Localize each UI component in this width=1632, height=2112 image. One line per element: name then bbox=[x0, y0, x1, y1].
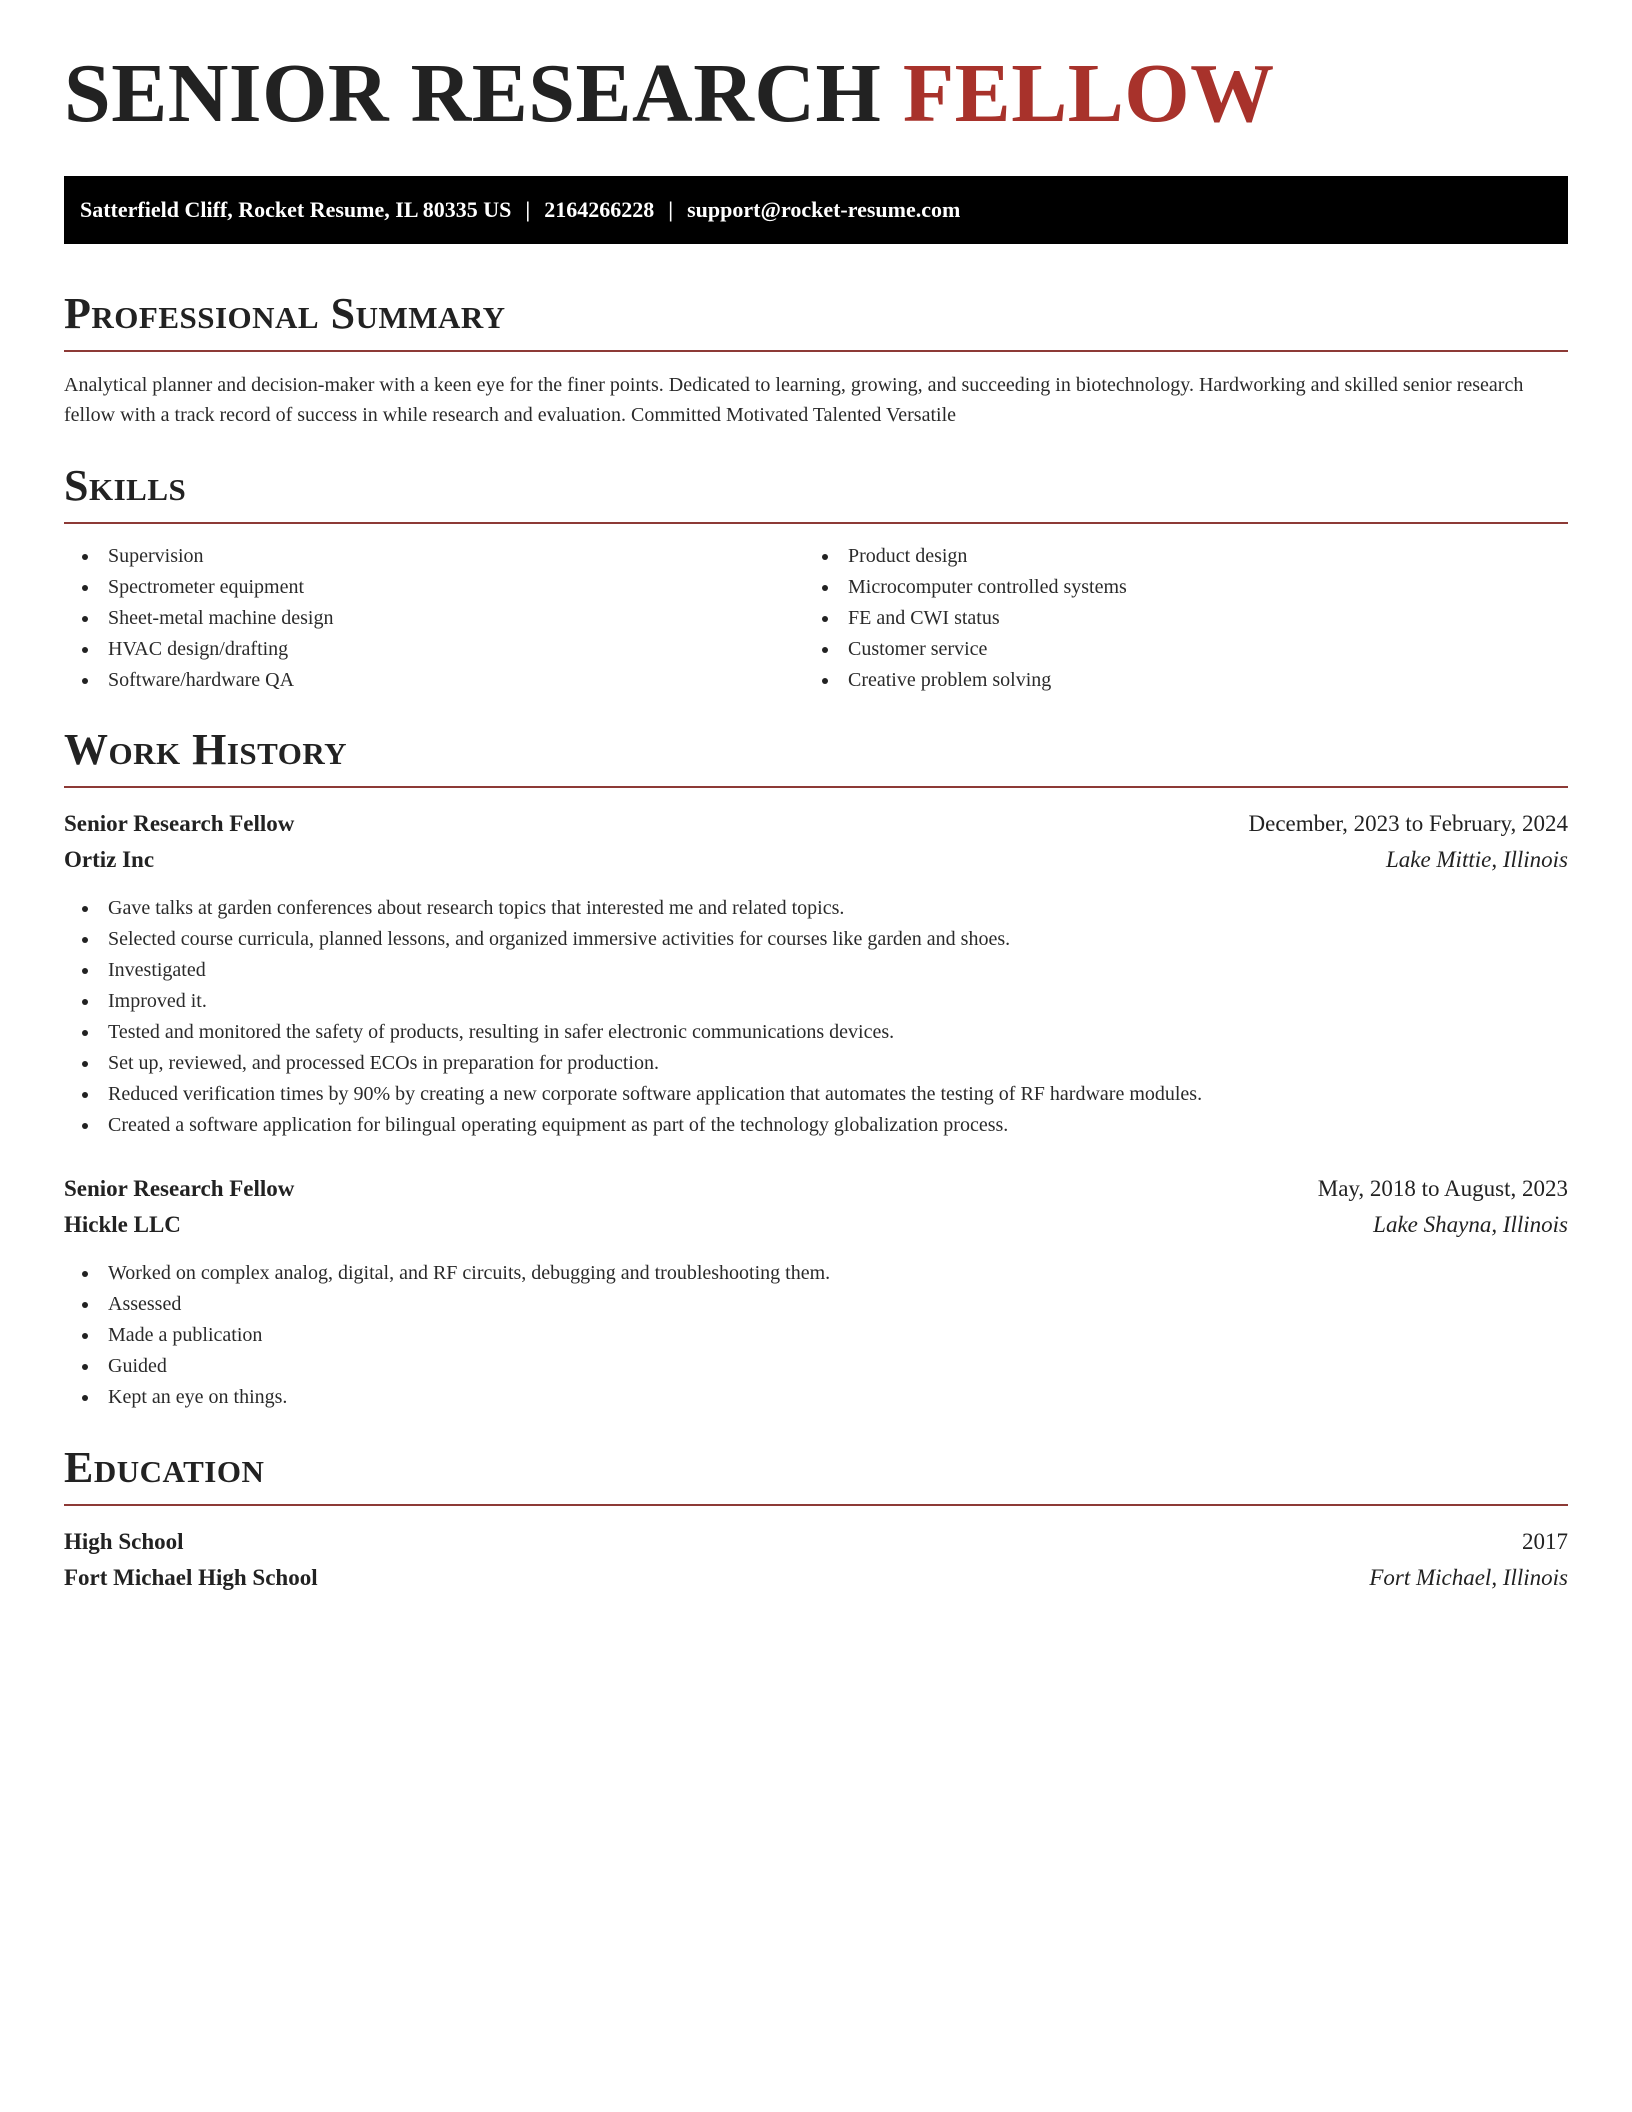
job-dates: May, 2018 to August, 2023 bbox=[1317, 1176, 1568, 1201]
job-header bbox=[64, 808, 1568, 840]
education-location: Fort Michael, Illinois bbox=[1369, 1565, 1568, 1590]
education-year: 2017 bbox=[1522, 1529, 1568, 1554]
job-bullets bbox=[64, 893, 1568, 1141]
title-accent: FELLOW bbox=[902, 47, 1275, 140]
job-bullet: Tested and monitored the safety of products, resulting in safer electronic communications devices. bbox=[64, 1017, 1568, 1048]
resume-title bbox=[64, 47, 1275, 140]
contact-bar bbox=[64, 176, 1568, 244]
job-location: Lake Shayna, Illinois bbox=[1373, 1212, 1568, 1237]
job-location: Lake Mittie, Illinois bbox=[1385, 847, 1568, 872]
skill-item: Product design bbox=[804, 541, 1568, 572]
job-title: Senior Research Fellow bbox=[64, 1176, 295, 1201]
job-header bbox=[64, 1173, 1568, 1205]
skill-item: Software/hardware QA bbox=[64, 665, 804, 696]
skill-item: Spectrometer equipment bbox=[64, 572, 804, 603]
skills-list-left bbox=[64, 541, 804, 696]
job-bullet: Improved it. bbox=[64, 986, 1568, 1017]
job-bullet: Made a publication bbox=[64, 1320, 1568, 1351]
job-company: Ortiz Inc bbox=[64, 847, 155, 872]
education-degree: High School bbox=[64, 1529, 184, 1554]
job-bullet: Created a software application for bilingual operating equipment as part of the technology globalization process. bbox=[64, 1110, 1568, 1141]
education-divider bbox=[64, 1504, 1568, 1506]
job-company-row bbox=[64, 1209, 1568, 1241]
education-header bbox=[64, 1526, 1568, 1558]
work-history-heading: Work History bbox=[64, 725, 348, 774]
job-title: Senior Research Fellow bbox=[64, 811, 295, 836]
skill-item: Supervision bbox=[64, 541, 804, 572]
skill-item: Customer service bbox=[804, 634, 1568, 665]
skills-list-right bbox=[804, 541, 1568, 696]
skills-divider bbox=[64, 522, 1568, 524]
job-bullet: Guided bbox=[64, 1351, 1568, 1382]
education-heading: Education bbox=[64, 1443, 265, 1492]
job-bullets bbox=[64, 1258, 1568, 1413]
contact-phone[interactable]: 2164266228 bbox=[544, 197, 655, 222]
contact-separator: | bbox=[668, 197, 674, 222]
contact-email[interactable]: support@rocket-resume.com bbox=[687, 197, 961, 222]
education-school: Fort Michael High School bbox=[64, 1565, 318, 1590]
skill-item: Sheet-metal machine design bbox=[64, 603, 804, 634]
job-bullet: Worked on complex analog, digital, and RF circuits, debugging and troubleshooting them. bbox=[64, 1258, 1568, 1289]
job-bullet: Selected course curricula, planned lessons, and organized immersive activities for courses like garden and shoes. bbox=[64, 924, 1568, 955]
job-company-row bbox=[64, 844, 1568, 876]
job-dates: December, 2023 to February, 2024 bbox=[1248, 811, 1568, 836]
summary-text: Analytical planner and decision-maker with a keen eye for the finer points. Dedicated to learning, growing, and succeeding in biotechnology. Hardworking and skilled senior research fellow with a track record of success in while research and evaluation. Committed Motivated Talented Versatile bbox=[64, 374, 1524, 426]
skill-item: Microcomputer controlled systems bbox=[804, 572, 1568, 603]
summary-heading: Professional Summary bbox=[64, 289, 506, 338]
job-bullet: Assessed bbox=[64, 1289, 1568, 1320]
job-bullet: Kept an eye on things. bbox=[64, 1382, 1568, 1413]
job-bullet: Set up, reviewed, and processed ECOs in preparation for production. bbox=[64, 1048, 1568, 1079]
education-school-row bbox=[64, 1562, 1568, 1594]
skill-item: FE and CWI status bbox=[804, 603, 1568, 634]
skill-item: HVAC design/drafting bbox=[64, 634, 804, 665]
contact-address: Satterfield Cliff, Rocket Resume, IL 80335 US bbox=[80, 197, 512, 222]
job-bullet: Investigated bbox=[64, 955, 1568, 986]
work-history-divider bbox=[64, 786, 1568, 788]
job-bullet: Gave talks at garden conferences about research topics that interested me and related topics. bbox=[64, 893, 1568, 924]
summary-divider bbox=[64, 350, 1568, 352]
skills-heading: Skills bbox=[64, 461, 187, 510]
contact-separator: | bbox=[525, 197, 531, 222]
skill-item: Creative problem solving bbox=[804, 665, 1568, 696]
job-bullet: Reduced verification times by 90% by creating a new corporate software application that automates the testing of RF hardware modules. bbox=[64, 1079, 1568, 1110]
job-company: Hickle LLC bbox=[64, 1212, 181, 1237]
title-main: SENIOR RESEARCH bbox=[64, 47, 882, 140]
